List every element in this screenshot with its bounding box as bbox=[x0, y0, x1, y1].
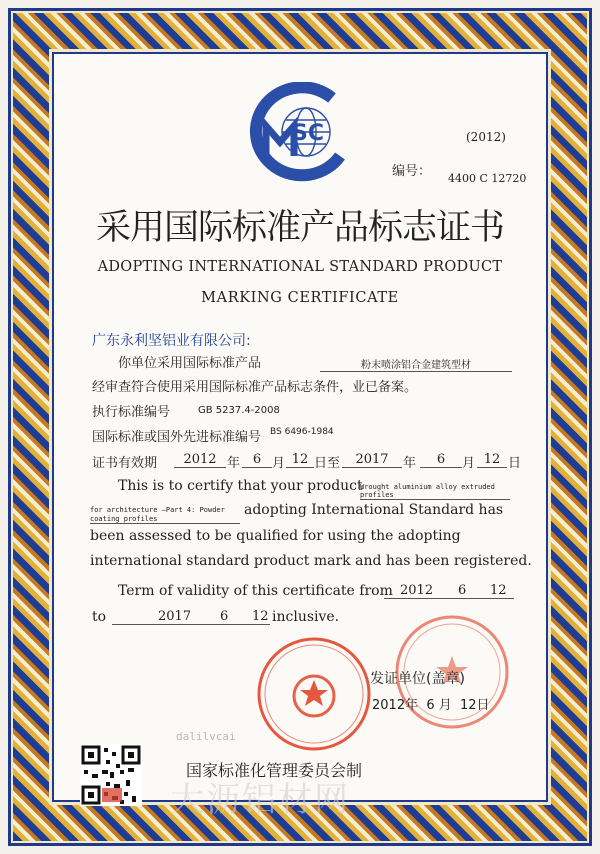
isc-logo-icon bbox=[246, 82, 358, 182]
certificate-number: 4400 C 12720 bbox=[448, 172, 527, 185]
validity-from-day: 12 bbox=[286, 452, 314, 468]
validity-to-year: 2017 bbox=[342, 452, 402, 468]
to-char: 日至 bbox=[314, 456, 341, 471]
en-line2: adopting International Standard has bbox=[244, 502, 504, 518]
svg-text:SC: SC bbox=[292, 121, 324, 146]
en-inclusive: inclusive. bbox=[272, 609, 340, 625]
cn-line2: 经审查符合使用采用国际标准产品标志条件，业已备案。 bbox=[92, 380, 418, 395]
en-validity-from bbox=[384, 583, 514, 599]
intl-standard-label: 国际标准或国外先进标准编号 bbox=[92, 430, 262, 445]
en-from-month: 6 bbox=[458, 583, 467, 598]
validity-to-month: 6 bbox=[420, 452, 462, 468]
company-name: 广东永利坚铝业有限公司: bbox=[92, 333, 251, 349]
en-from-day: 12 bbox=[490, 583, 507, 598]
title-chinese: 采用国际标准产品标志证书 bbox=[95, 208, 504, 248]
year-char-1: 年 bbox=[227, 456, 241, 471]
watermark-small: dalilvcai bbox=[176, 730, 236, 743]
cn-line1-prefix: 你单位采用国际标准产品 bbox=[118, 356, 262, 371]
title-english-line1: ADOPTING INTERNATIONAL STANDARD PRODUCT bbox=[97, 259, 503, 275]
validity-label: 证书有效期 bbox=[92, 456, 158, 471]
en-to-year: 2017 bbox=[158, 609, 192, 624]
product-name-en-1: Wrought aluminium alloy extruded profiles bbox=[360, 483, 510, 500]
en-to-day: 12 bbox=[252, 609, 269, 624]
validity-from-month: 6 bbox=[242, 452, 272, 468]
certificate-number-label: 编号： bbox=[392, 164, 432, 179]
watermark-large: 大沥铝材网 bbox=[170, 780, 350, 820]
en-line1: This is to certify that your product bbox=[118, 478, 363, 494]
en-to-label: to bbox=[92, 609, 107, 625]
en-line3: been assessed to be qualified for using the adopting bbox=[90, 528, 461, 544]
en-to-month: 6 bbox=[220, 609, 229, 624]
qr-code-icon bbox=[80, 744, 142, 806]
validity-from-year: 2012 bbox=[174, 452, 226, 468]
en-from-year: 2012 bbox=[400, 583, 434, 598]
title-english-line2: MARKING CERTIFICATE bbox=[201, 290, 399, 306]
standard-number-value: GB 5237.4-2008 bbox=[198, 405, 280, 416]
issuing-committee: 国家标准化管理委员会制 bbox=[186, 761, 363, 780]
intl-standard-value: BS 6496-1984 bbox=[270, 427, 334, 437]
certificate-year: (2012) bbox=[466, 130, 506, 144]
product-name-cn: 粉末喷涂铝合金建筑型材 bbox=[320, 356, 512, 372]
product-name-en-3: coating profiles bbox=[90, 515, 240, 524]
month-char-1: 月 bbox=[272, 456, 286, 471]
national-committee-seal-icon bbox=[256, 636, 372, 752]
year-char-2: 年 bbox=[403, 456, 417, 471]
standard-number-label: 执行标准编号 bbox=[92, 405, 171, 420]
en-line5: Term of validity of this certificate from bbox=[118, 583, 393, 599]
validity-to-day: 12 bbox=[477, 452, 507, 468]
en-validity-to bbox=[112, 609, 270, 625]
month-char-2: 月 bbox=[462, 456, 476, 471]
en-line4: international standard product mark and has been registered. bbox=[90, 553, 532, 569]
product-name-en-2: for architecture —Part 4: Powder bbox=[90, 506, 225, 514]
day-char: 日 bbox=[508, 456, 522, 471]
issuer-label: 发证单位(盖章) bbox=[370, 671, 465, 687]
issue-date: 2012年 6 月 12日 bbox=[372, 698, 490, 713]
